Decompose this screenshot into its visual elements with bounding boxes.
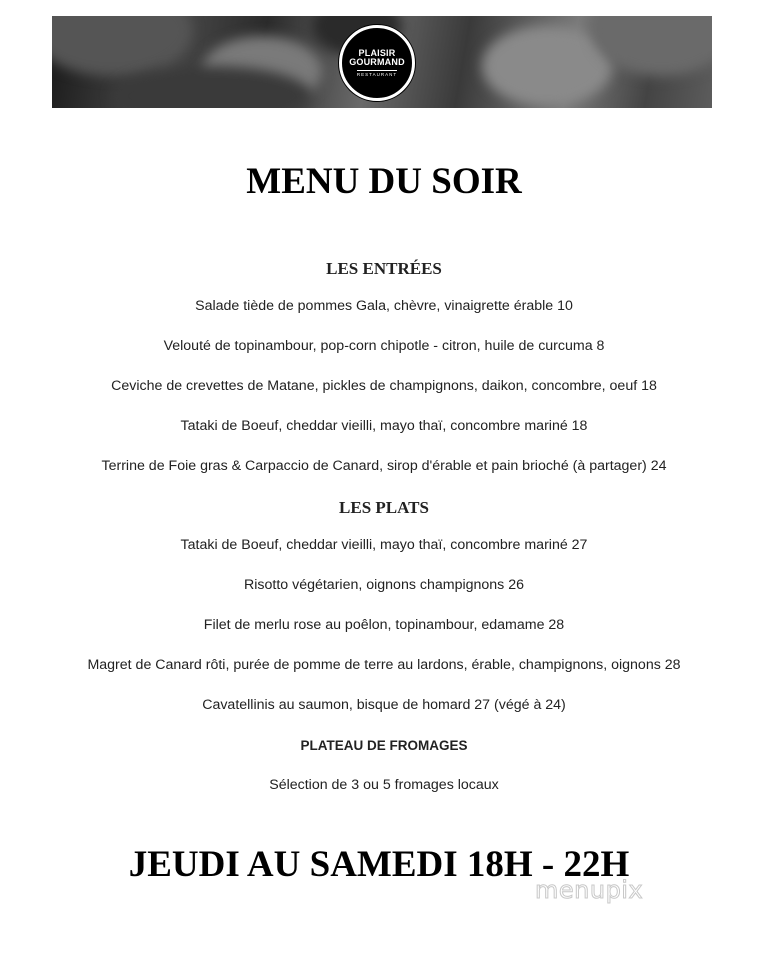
logo-line-3: RESTAURANT xyxy=(356,72,398,77)
restaurant-logo xyxy=(339,25,415,101)
menu-item: Tataki de Boeuf, cheddar vieilli, mayo thaï, concombre mariné 27 xyxy=(180,537,588,553)
menu-item: Salade tiède de pommes Gala, chèvre, vinaigrette érable 10 xyxy=(195,298,573,314)
menu-item: Filet de merlu rose au poêlon, topinambour, edamame 28 xyxy=(203,617,565,633)
page-title: MENU DU SOIR xyxy=(246,161,522,202)
menu-item: Ceviche de crevettes de Matane, pickles de champignons, daikon, concombre, oeuf 18 xyxy=(111,378,657,394)
section-heading-entrees: LES ENTRÉES xyxy=(326,259,442,278)
logo-line-2: GOURMAND xyxy=(349,57,405,67)
menu-item: Risotto végétarien, oignons champignons 26 xyxy=(244,577,524,593)
section-heading-fromages: PLATEAU DE FROMAGES xyxy=(300,738,468,753)
section-heading-plats: LES PLATS xyxy=(339,498,429,517)
menu-item: Cavatellinis au saumon, bisque de homard 27 (végé à 24) xyxy=(202,697,566,713)
menu-item: Velouté de topinambour, pop-corn chipotle - citron, huile de curcuma 8 xyxy=(163,338,605,354)
menu-item: Sélection de 3 ou 5 fromages locaux xyxy=(269,777,499,793)
logo-line-1: PLAISIR xyxy=(358,48,396,58)
opening-hours: JEUDI AU SAMEDI 18H - 22H xyxy=(128,844,630,885)
menu-item: Tataki de Boeuf, cheddar vieilli, mayo thaï, concombre mariné 18 xyxy=(180,418,588,434)
menu-item: Terrine de Foie gras & Carpaccio de Canard, sirop d'érable et pain brioché (à partager) 24 xyxy=(101,458,667,474)
menu-item: Magret de Canard rôti, purée de pomme de terre au lardons, érable, champignons, oignons 28 xyxy=(87,657,681,673)
watermark: menupix xyxy=(535,876,644,904)
